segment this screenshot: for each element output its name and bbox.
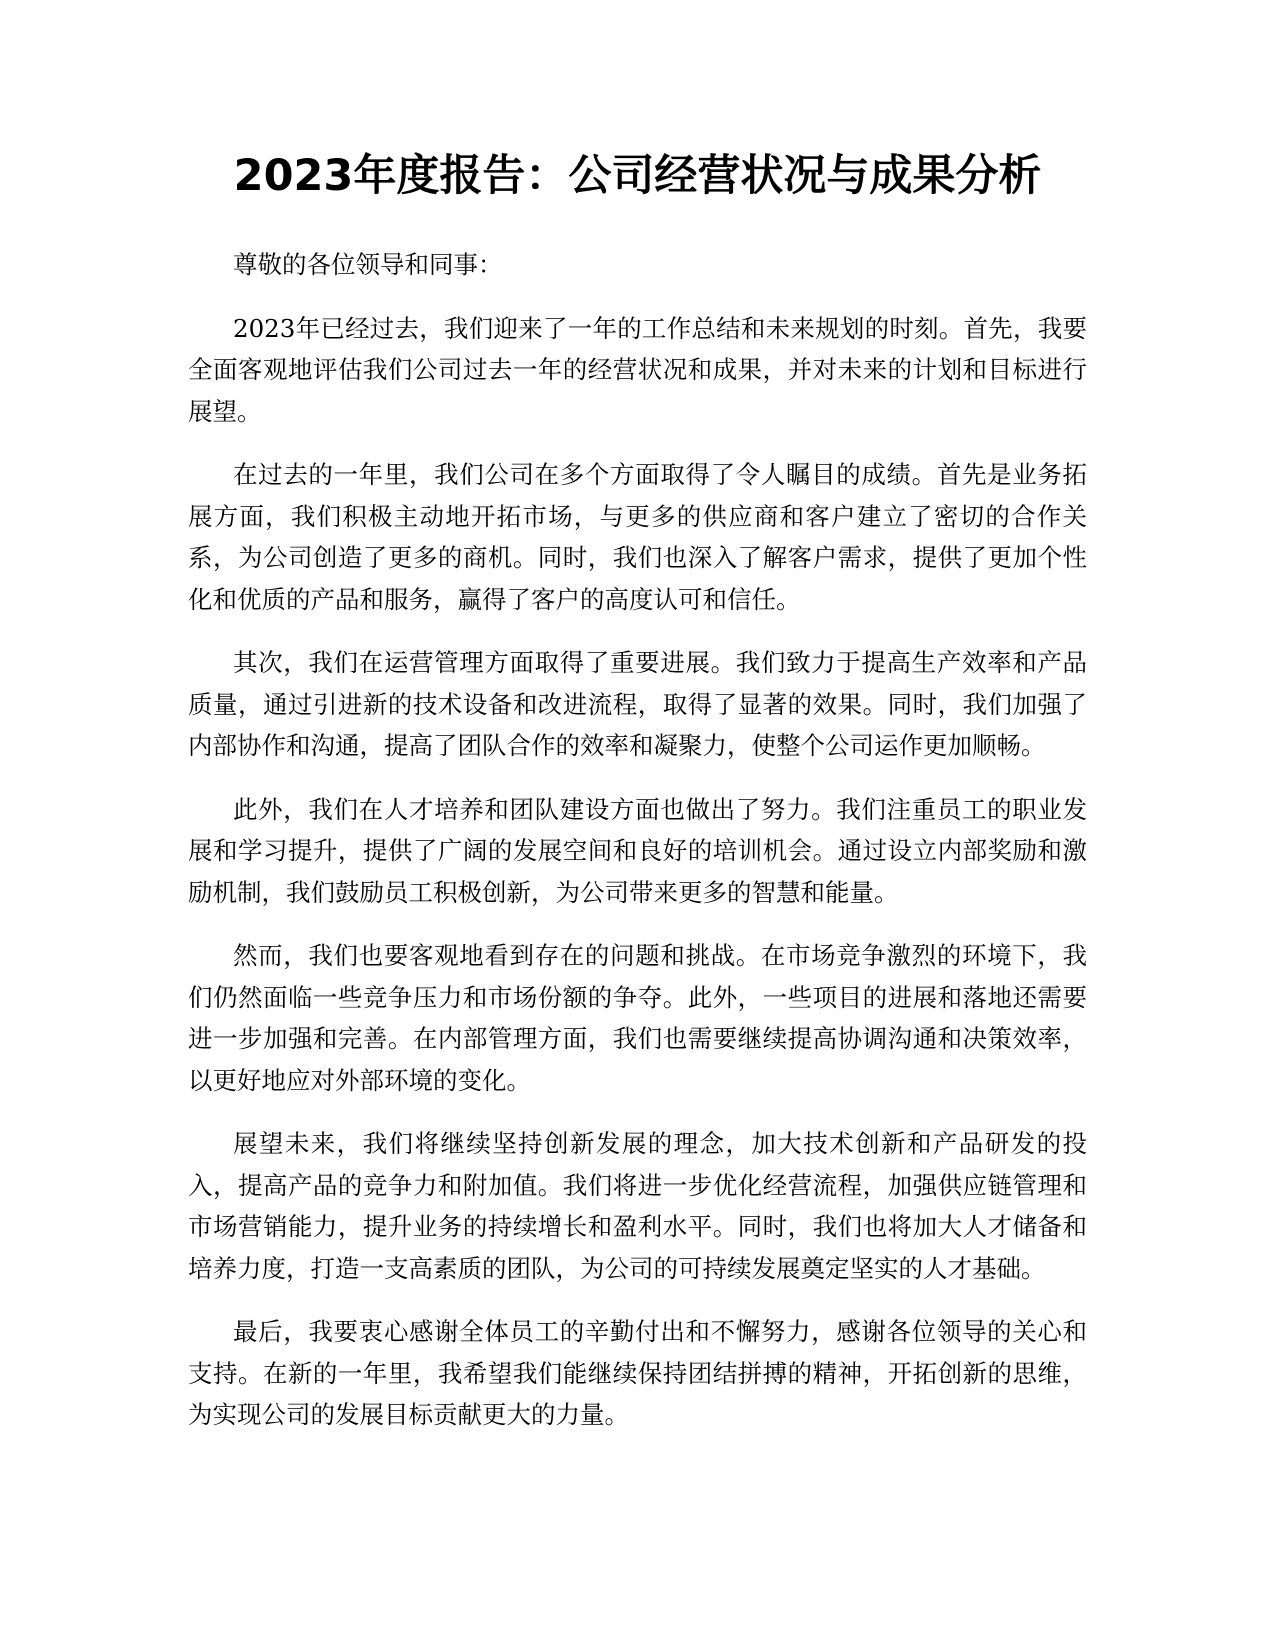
paragraph-operations: 其次，我们在运营管理方面取得了重要进展。我们致力于提高生产效率和产品质量，通过引进新的技术设备和改进流程，取得了显著的效果。同时，我们加强了内部协作和沟通，提高了团队合作的效率和凝聚力，使整个公司运作更加顺畅。 [188, 648, 1087, 760]
document-body [188, 244, 1087, 1458]
paragraph-talent: 此外，我们在人才培养和团队建设方面也做出了努力。我们注重员工的职业发展和学习提升，提供了广阔的发展空间和良好的培训机会。通过设立内部奖励和激励机制，我们鼓励员工积极创新，为公司带来更多的智慧和能量。 [188, 794, 1087, 907]
paragraph-intro: 2023年已经过去，我们迎来了一年的工作总结和未来规划的时刻。首先，我要全面客观地评估我们公司过去一年的经营状况和成果，并对未来的计划和目标进行展望。 [188, 313, 1087, 426]
paragraph-outlook: 展望未来，我们将继续坚持创新发展的理念，加大技术创新和产品研发的投入，提高产品的竞争力和附加值。我们将进一步优化经营流程，加强供应链管理和市场营销能力，提升业务的持续增长和盈利水平。同时，我们也将加大人才储备和培养力度，打造一支高素质的团队，为公司的可持续发展奠定坚实的人才基础。 [188, 1129, 1087, 1283]
paragraph-challenges: 然而，我们也要客观地看到存在的问题和挑战。在市场竞争激烈的环境下，我们仍然面临一些竞争压力和市场份额的争夺。此外，一些项目的进展和落地还需要进一步加强和完善。在内部管理方面，我们也需要继续提高协调沟通和决策效率，以更好地应对外部环境的变化。 [188, 941, 1087, 1095]
document-title: 2023年度报告：公司经营状况与成果分析 [233, 151, 1042, 201]
paragraph-closing: 最后，我要衷心感谢全体员工的辛勤付出和不懈努力，感谢各位领导的关心和支持。在新的一年里，我希望我们能继续保持团结拼搏的精神，开拓创新的思维，为实现公司的发展目标贡献更大的力量。 [188, 1317, 1087, 1429]
paragraph-salutation: 尊敬的各位领导和同事： [233, 250, 503, 279]
paragraph-achievements: 在过去的一年里，我们公司在多个方面取得了令人瞩目的成绩。首先是业务拓展方面，我们积极主动地开拓市场，与更多的供应商和客户建立了密切的合作关系，为公司创造了更多的商机。同时，我们也深入了解客户需求，提供了更加个性化和优质的产品和服务，赢得了客户的高度认可和信任。 [188, 460, 1087, 614]
